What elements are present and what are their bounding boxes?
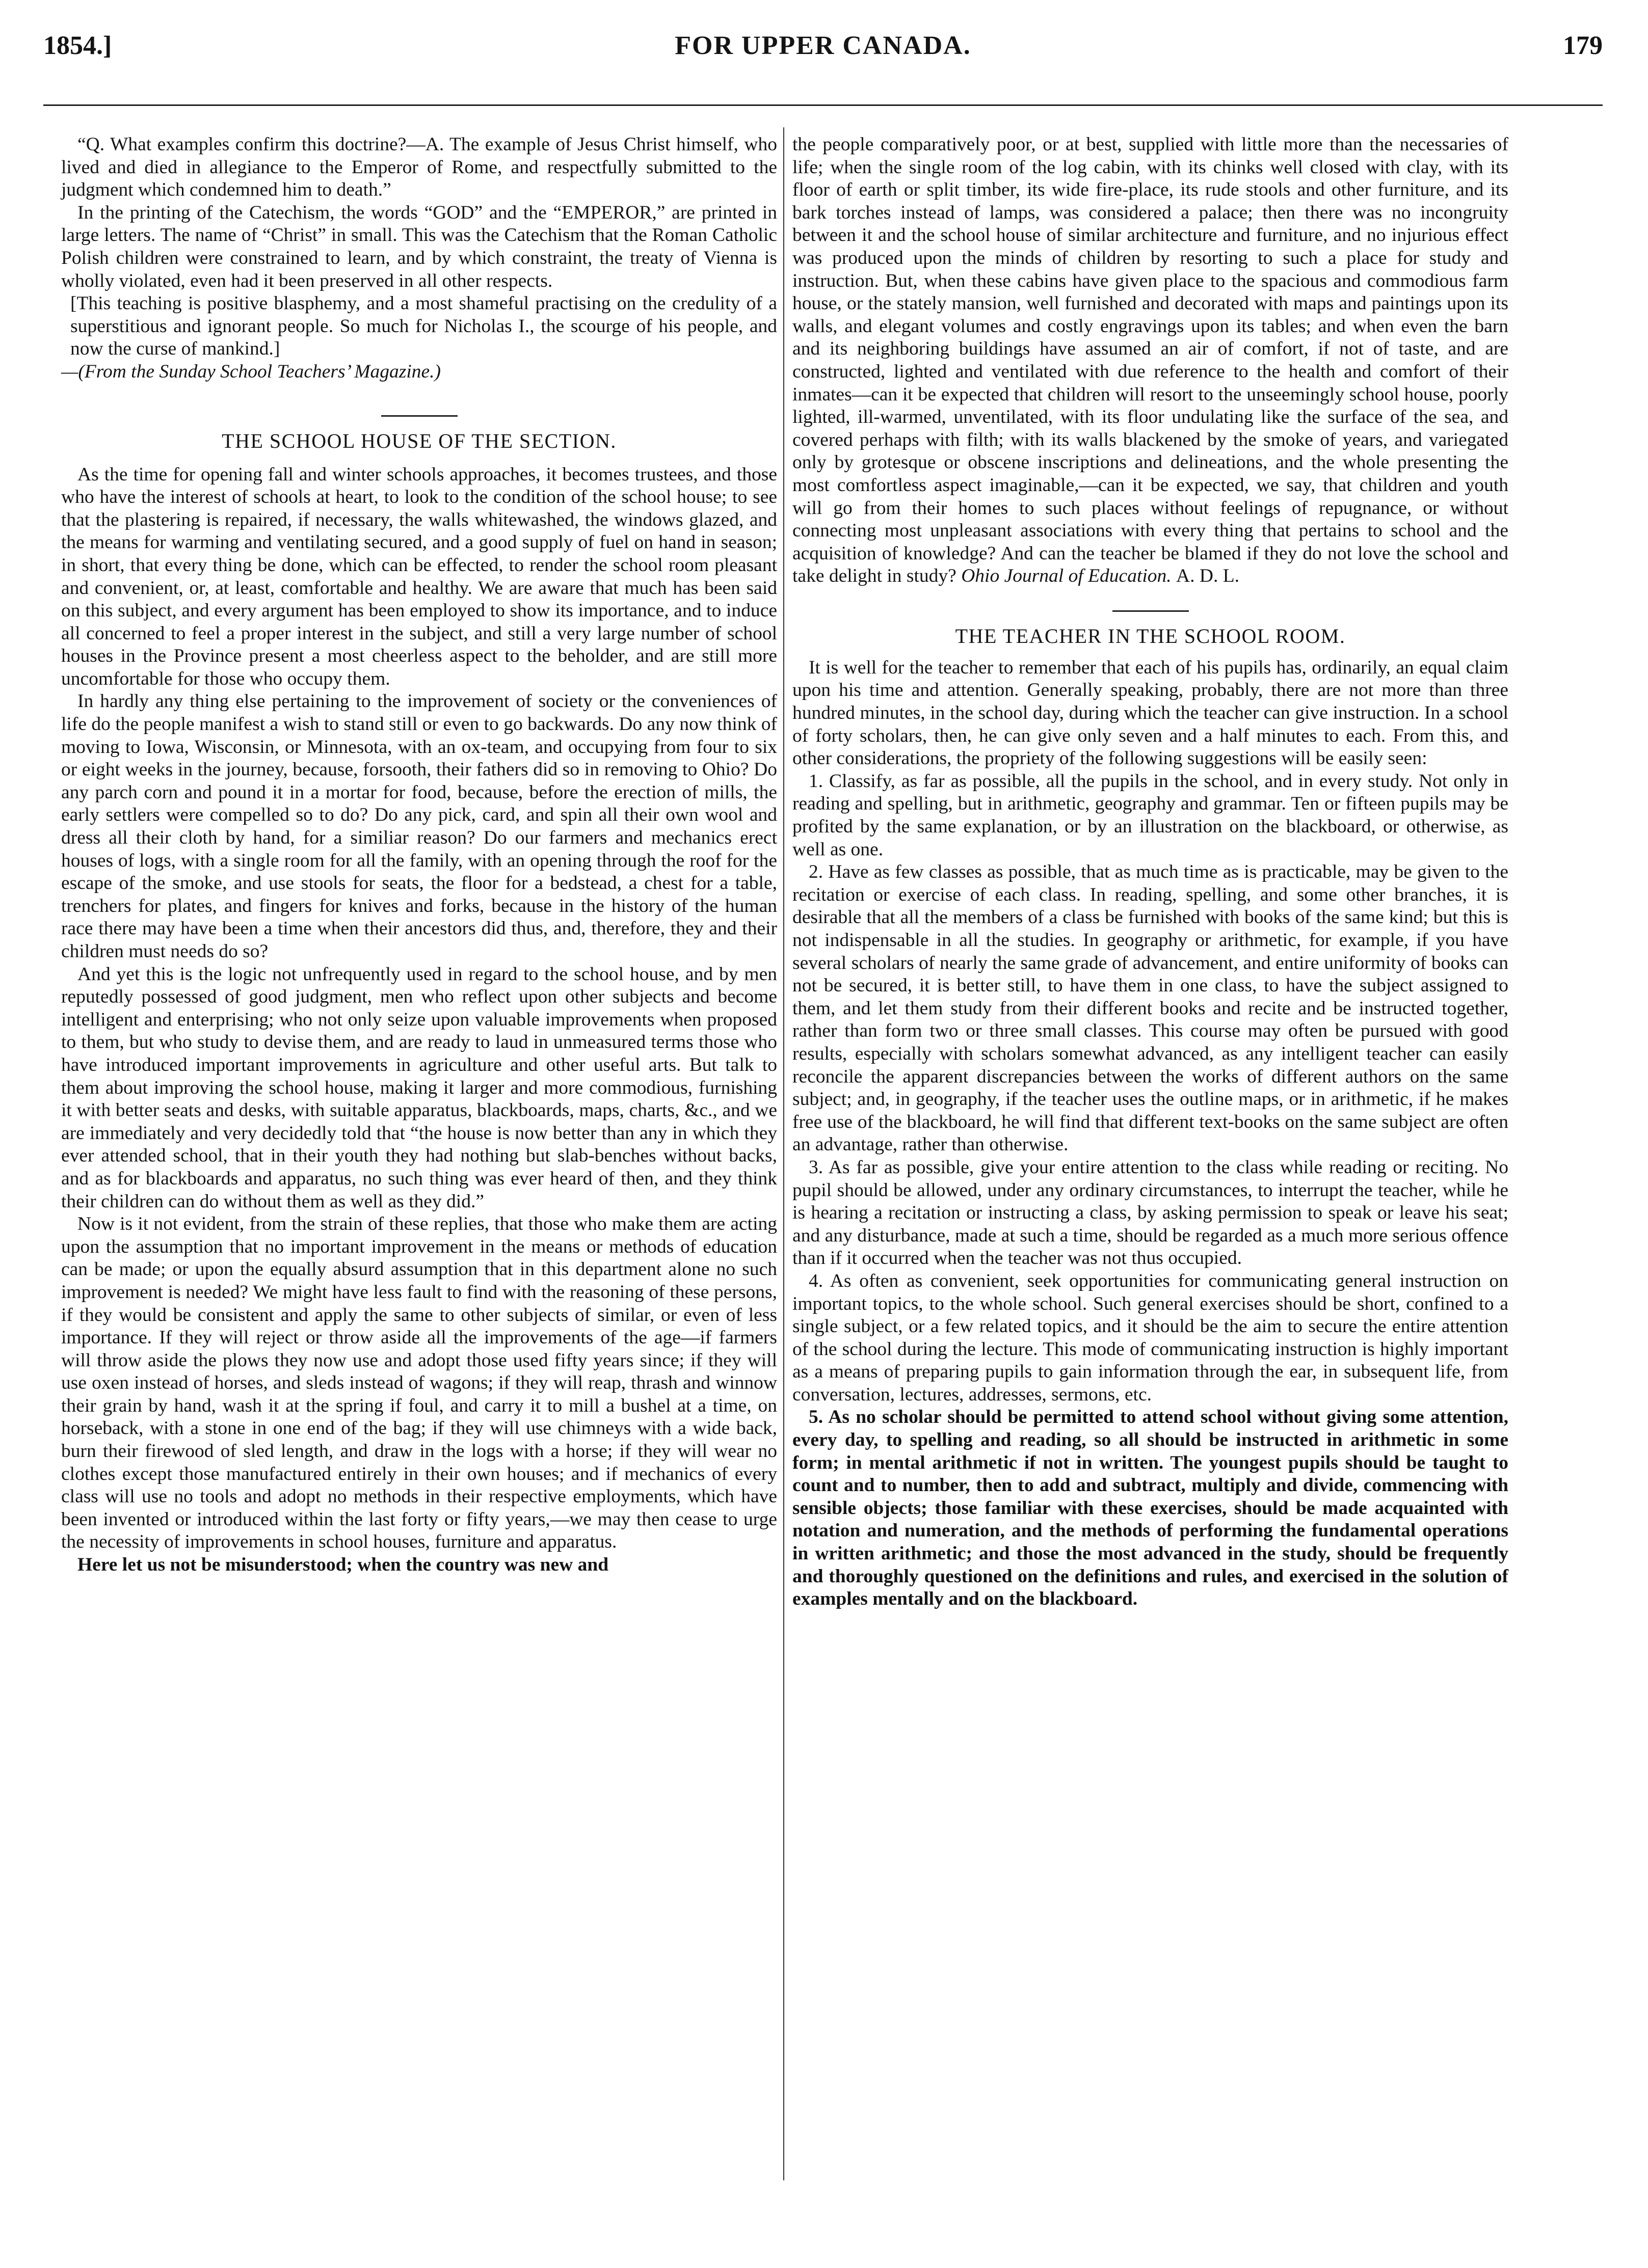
section-title-school-house: THE SCHOOL HOUSE OF THE SECTION. [222, 429, 617, 452]
teacher-item: 2. Have as few classes as possible, that as much time as is practicable, may be given to the recitation or exercise of each class. In reading, spelling, and some other branches, it is desirable that all the members of a class be furnished with books of the same kind; but this is not indispensable in all the studies. In geography or arithmetic, for example, if you have several scholars of nearly the same grade of advancement, and entire uniformity of books can not be secured, it is better still, to have them in one class, to have the subject assigned to them, and let them study from their different books and recite and be instructed together, rather than form two or three small classes. This course may often be pursued with good results, especially with scholars somewhat advanced, as any intelligent teacher can easily reconcile the apparent discrepancies between the works of different authors on the same subject; and, in geography, if the teacher uses the outline maps, or in arithmetic, if he makes free use of the blackboard, he will find that different text-books on the same subject are often an advantage, rather than otherwise. [792, 861, 1508, 1155]
article-last-line: Here let us not be misunderstood; when the country was new and [77, 1554, 609, 1576]
right-column [792, 133, 1508, 1611]
column-divider [783, 127, 784, 2180]
header-title: FOR UPPER CANADA. [675, 31, 971, 60]
article-paragraph: Now is it not evident, from the strain of these replies, that those who make them are acting upon the assumption that no important improvement in the means or methods of education can be made; or upon the equally absurd assumption that in this department alone no such improvement is needed? We might have less fault to find with the reasoning of these persons, if they would be consistent and apply the same to other subjects of similar, or even of less importance. If they will reject or throw aside all the improvements of the age—if farmers will throw aside the plows they now use and adopt those used fifty years since; if they will use oxen instead of horses, and sleds instead of wagons; if they will reap, thrash and winnow their grain by hand, wash it at the spring if foul, and carry it to mill a bushel at a time, on horseback, with a stone in one end of the bag; if they will use chimneys with a wide back, burn their firewood of sled length, and draw in the logs with a horse; if they will wear no clothes except those manufactured entirely in their own houses; and if mechanics of every class will use no tools and adopt no methods in their respective employments, which have been invented or introduced within the last forty or fifty years,—we may then cease to urge the necessity of improvements in school houses, furniture and apparatus. [61, 1213, 777, 1553]
teacher-item: 4. As often as convenient, seek opportunities for communicating general instruction on important topics, to the whole school. Such general exercises should be short, confined to a single subject, or a few related topics, and it should be the aim to secure the entire attention of the school during the lecture. This mode of communicating instruction is highly important as a means of preparing pupils to gain information through the ear, in subsequent life, from conversation, lectures, addresses, sermons, etc. [792, 1270, 1508, 1405]
editorial-note: [This teaching is positive blasphemy, and a most shameful practising on the credulity of a superstitious and ignorant people. So much for Nicholas I., the scourge of his people, and now the curse of mankind.] [70, 293, 777, 360]
continuation-text: the people comparatively poor, or at best, supplied with little more than the necessaries of life; when the single room of the log cabin, with its chinks well closed with clay, with its floor of earth or split timber, its wide fire-place, its rude stools and other furniture, and its bark torches instead of lamps, was considered a palace; then there was no incongruity between it and the school house of similar architecture and furniture, and no injurious effect was produced upon the minds of children by resorting to such a place for study and instruction. But, when these cabins have given place to the spacious and commodious farm house, or the stately mansion, well furnished and decorated with maps and paintings upon its walls, and elegant volumes and costly engravings upon its tables; and when even the barn and its neighboring buildings have assumed an air of comfort, if not of taste, and are constructed, lighted and ventilated with due reference to the health and comfort of their inmates—can it be expected that children will resort to the unseemingly school house, poorly lighted, ill-warmed, unventilated, with its floor undulating like the surface of the sea, and covered perhaps with filth; with its walls blackened by the smoke of years, and variegated only by grotesque or obscene inscriptions and delineations, and the whole presenting the most comfortless aspect imaginable,—can it be expected, we say, that children and youth will go from their homes to such places without feelings of repugnance, or without connecting most unpleasant associations with every thing that pertains to school and the acquisition of knowledge? And can the teacher be blamed if they do not love the school and take delight in study? [792, 134, 1508, 587]
section-title-teacher: THE TEACHER IN THE SCHOOL ROOM. [955, 624, 1346, 647]
header-year: 1854.] [43, 31, 112, 60]
section-rule [1112, 610, 1189, 612]
continuation-source: Ohio Journal of Education. [961, 565, 1172, 587]
header-rule [43, 104, 1603, 106]
continuation-initials: A. D. L. [1176, 565, 1239, 587]
catechism-qa: “Q. What examples confirm this doctrine?—A. The example of Jesus Christ himself, who lived and died in allegiance to the Emperor of Rome, and respectfully submitted to the judgment which condemned him to death.” [61, 134, 777, 201]
left-column [61, 133, 777, 1577]
section-rule [381, 415, 458, 417]
teacher-intro: It is well for the teacher to remember that each of his pupils has, ordinarily, an equal claim upon his time and attention. Generally speaking, probably, there are not more than three hundred minutes, in the school day, during which the teacher can give instruction. In a school of forty scholars, then, he can give only seven and a half minutes to each. From this, and other considerations, the propriety of the following suggestions will be easily seen: [792, 657, 1508, 769]
page-number: 179 [1563, 31, 1603, 60]
catechism-printing: In the printing of the Catechism, the words “GOD” and the “EMPEROR,” are printed in large letters. The name of “Christ” in small. This was the Catechism that the Roman Catholic Polish children were constrained to learn, and by which constraint, the treaty of Vienna is wholly violated, even had it been preserved in all other respects. [61, 202, 777, 291]
article-paragraph: And yet this is the logic not unfrequently used in regard to the school house, and by men reputedly possessed of good judgment, men who reflect upon other subjects and become intelligent and enterprising; who not only seize upon valuable improvements when proposed to them, but who study to devise them, and are ready to laud in unmeasured terms those who have introduced important improvements in agriculture and other useful arts. But talk to them about improving the school house, making it larger and more commodious, furnishing it with better seats and desks, with suitable apparatus, blackboards, maps, charts, &c., and we are immediately and very decidedly told that “the house is now better than any in which they ever attended school, that in their youth they had nothing but slab-benches without backs, and as for blackboards and apparatus, no such thing was ever heard of then, and they think their children can do without them as well as they did.” [61, 963, 777, 1212]
article-paragraph: In hardly any thing else pertaining to the improvement of society or the conveniences of life do the people manifest a wish to stand still or even to go backwards. Do any now think of moving to Iowa, Wisconsin, or Minnesota, with an ox-team, and occupying from four to six or eight weeks in the journey, because, forsooth, their fathers did so in removing to Ohio? Do any parch corn and pound it in a mortar for food, because, before the erection of mills, the early settlers were compelled so to do? Do any pick, card, and spin all their own wool and dress all their cloth by hand, for a similiar reason? Do our farmers and mechanics erect houses of logs, with a single room for all the family, with an opening through the roof for the escape of the smoke, and use stools for seats, the floor for a bedstead, a chest for a table, trenchers for plates, and fingers for knives and forks, because in the history of the human race there may have been a time when their ancestors did thus, and, therefore, they and their children must needs do so? [61, 691, 777, 962]
page-header [43, 28, 1603, 64]
teacher-item: 5. As no scholar should be permitted to attend school without giving some attention, every day, to spelling and reading, so all should be instructed in arithmetic in some form; in mental arithmetic if not in written. The youngest pupils should be taught to count and to number, then to add and subtract, multiply and divide, commencing with sensible objects; those familiar with these exercises, should be made acquainted with notation and numeration, and the methods of performing the fundamental operations in written arithmetic; and those the most advanced in the study, should be frequently and thoroughly questioned on the definitions and rules, and exercised in the solution of examples mentally and on the blackboard. [792, 1407, 1508, 1610]
teacher-item: 1. Classify, as far as possible, all the pupils in the school, and in every study. Not only in reading and spelling, but in arithmetic, geography and grammar. Ten or fifteen pupils may be profited by the same explanation, or by an illustration on the blackboard, or otherwise, as well as one. [792, 770, 1508, 860]
source-note: —(From the Sunday School Teachers’ Magazine.) [61, 361, 441, 382]
article-paragraph: As the time for opening fall and winter schools approaches, it becomes trustees, and those who have the interest of schools at heart, to look to the condition of the school house; to see that the plastering is repaired, if necessary, the walls whitewashed, the windows glazed, and the means for warming and ventilating secured, and a good supply of fuel on hand in season; in short, that every thing be done, which can be effected, to render the school room pleasant and convenient, or, at least, comfortable and healthy. We are aware that much has been said on this subject, and every argument has been employed to show its importance, and to induce all concerned to feel a proper interest in the subject, and still a very large number of school houses in the Province present a most cheerless aspect to the beholder, and are still more uncomfortable for those who occupy them. [61, 464, 777, 689]
continuation-paragraph [792, 133, 1508, 588]
teacher-item: 3. As far as possible, give your entire attention to the class while reading or reciting. No pupil should be allowed, under any ordinary circumstances, to interrupt the teacher, while he is hearing a recitation or instructing a class, by asking permission to speak or leave his seat; and any disturbance, made at such a time, should be regarded as a much more serious offence than if it occurred when the teacher was not thus occupied. [792, 1156, 1508, 1269]
